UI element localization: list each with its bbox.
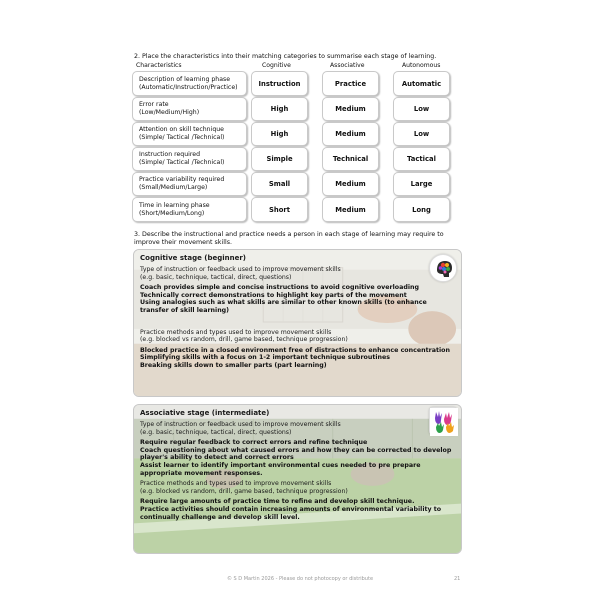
- answer-line: transfer of skill learning): [140, 306, 230, 314]
- answer-line: Coach questioning about what caused errors and how they can be corrected to develop: [140, 446, 452, 454]
- cell-associative: Medium: [322, 197, 379, 222]
- cell-associative: Technical: [322, 147, 379, 171]
- answer-line: Blocked practice in a closed environment free of distractions to enhance concentration: [140, 346, 450, 354]
- cell-autonomous: Large: [393, 172, 450, 196]
- cell-autonomous: Long: [393, 197, 450, 222]
- question-3-text: 3. Describe the instructional and practice needs a person in each stage of learning may require to improve their movement skills.: [134, 231, 444, 246]
- row-label: Instruction required (Simple/ Tactical /Technical): [132, 147, 247, 171]
- stage-title: Associative stage (intermediate): [140, 409, 270, 417]
- row-label: Time in learning phase (Short/Medium/Long): [132, 197, 247, 222]
- cell-autonomous: Low: [393, 122, 450, 146]
- answer-line: Technically correct demonstrations to highlight key parts of the movement: [140, 291, 407, 299]
- cell-cognitive: Small: [251, 172, 308, 196]
- answer-line: Simplifying skills with a focus on 1-2 important technique subroutines: [140, 354, 391, 362]
- page-number: 21: [454, 576, 461, 582]
- practice-prompt-examples: (e.g. blocked vs random, drill, game based, technique progression): [140, 487, 348, 495]
- answer-line: Require regular feedback to correct errors and refine technique: [140, 439, 368, 447]
- cell-autonomous: Low: [393, 97, 450, 121]
- cell-cognitive: Instruction: [251, 71, 308, 96]
- associative-stage-box: [133, 404, 462, 554]
- cell-autonomous: Tactical: [393, 147, 450, 171]
- header-autonomous: Autonomous: [402, 62, 441, 69]
- cell-cognitive: High: [251, 122, 308, 146]
- cell-autonomous: Automatic: [393, 71, 450, 96]
- instruction-prompt: Type of instruction or feedback used to improve movement skills: [140, 266, 341, 273]
- practice-prompt: Practice methods and types used to improve movement skills: [140, 328, 332, 336]
- answer-line: Breaking skills down to smaller parts (part learning): [140, 361, 327, 369]
- answer-line: continually challenge and develop skill level.: [140, 513, 300, 521]
- row-label: Attention on skill technique (Simple/ Tactical /Technical): [132, 122, 247, 146]
- instruction-prompt-examples: (e.g. basic, technique, tactical, direct, questions): [140, 273, 292, 281]
- header-cognitive: Cognitive: [262, 62, 291, 69]
- cell-cognitive: High: [251, 97, 308, 121]
- row-label: Error rate (Low/Medium/High): [132, 97, 247, 121]
- answer-line: Using analogies such as what skills are similar to other known skills (to enhance: [140, 299, 427, 307]
- instruction-prompt-examples: (e.g. basic, technique, tactical, direct, questions): [140, 428, 292, 436]
- copyright-footer: © S D Martin 2026 - Please do not photocopy or distribute: [226, 576, 374, 582]
- answer-line: player's ability to detect and correct errors: [140, 454, 294, 462]
- cell-associative: Medium: [322, 122, 379, 146]
- answer-line: Practice activities should contain increasing amounts of environmental variability to: [140, 505, 442, 513]
- answer-line: Assist learner to identify important environmental cues needed to pre prepare: [140, 461, 421, 469]
- row-label: Description of learning phase (Automatic/Instruction/Practice): [132, 71, 247, 96]
- answer-line: appropriate movement responses.: [140, 469, 263, 477]
- cell-associative: Practice: [322, 71, 379, 96]
- answer-line: Require large amounts of practice time to refine and develop skill technique.: [140, 498, 415, 506]
- stage-title: Cognitive stage (beginner): [140, 254, 246, 262]
- cell-associative: Medium: [322, 97, 379, 121]
- practice-prompt: Practice methods and types used to improve movement skills: [140, 480, 332, 488]
- header-characteristics: Characteristics: [136, 62, 182, 69]
- instruction-prompt: Type of instruction or feedback used to improve movement skills: [140, 421, 341, 428]
- question-2-text: 2. Place the characteristics into their matching categories to summarise each stage of learning.: [134, 53, 437, 60]
- practice-prompt-examples: (e.g. blocked vs random, drill, game based, technique progression): [140, 336, 348, 344]
- answer-line: Coach provides simple and concise instructions to avoid cognitive overloading: [140, 284, 420, 292]
- cognitive-stage-box: [133, 249, 462, 397]
- cell-cognitive: Short: [251, 197, 308, 222]
- header-associative: Associative: [330, 62, 365, 69]
- cell-associative: Medium: [322, 172, 379, 196]
- row-label: Practice variability required (Small/Medium/Large): [132, 172, 247, 196]
- cell-cognitive: Simple: [251, 147, 308, 171]
